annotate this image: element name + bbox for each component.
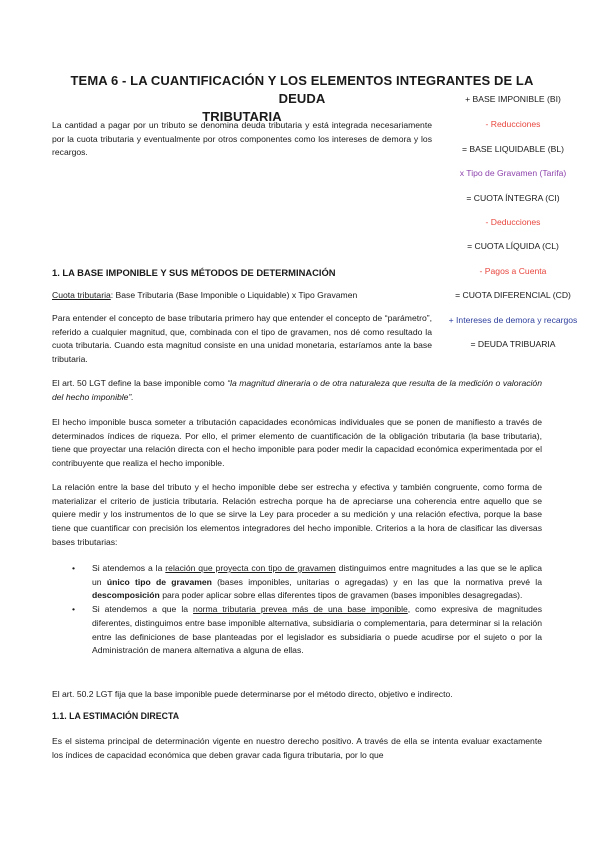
scheme-item: + Intereses de demora y recargos [448,315,578,325]
bullet1-text-d: para poder aplicar sobre ellas diferentes tipos de gravamen (bases imponibles desagregadas). [159,590,523,601]
cuota-label: Cuota tributaria [52,290,111,300]
title-line-1: TEMA 6 - LA CUANTIFICACIÓN Y LOS ELEMENTOS INTEGRANTES DE LA DEUDA [70,73,534,106]
list-item [72,603,542,658]
section-heading: 1. LA BASE IMPONIBLE Y SUS MÉTODOS DE DETERMINACIÓN [52,267,336,278]
list-item [72,562,542,603]
bullet2-text-a: Si atendemos a que la [92,604,194,615]
bullet1-bold-1: único tipo de gravamen [106,576,212,587]
scheme-item: = CUOTA DIFERENCIAL (CD) [455,290,571,300]
paragraph-relacion: La relación entre la base del tributo y el hecho imponible debe ser estrecha y efectiva y también congruente, como forma de materializar el criterio de justicia tributaria. Relación estrecha porque ha de apreciarse una coherencia entre aquello que se quiere medir y los instrumentos de lo que se sirve la Ley para proceder a su medición y una relación efectiva, porque la base tiene que cuantificar con precisión los elementos integradores del hecho imponible. Criterios a la hora de clasificar las diversas bases tributarias: [52,482,542,547]
paragraph-art50-2: El art. 50.2 LGT fija que la base imponible puede determinarse por el método directo, objetivo e indirecto. [52,689,453,699]
subsection-heading: 1.1. LA ESTIMACIÓN DIRECTA [52,711,180,721]
scheme-item: = DEUDA TRIBUARIA [470,339,556,349]
bullet1-text-c: (bases imponibles, unitarias o agregadas) y en las que la normativa prevé la [211,576,542,587]
bullet1-bold-2: descomposición [92,590,160,601]
scheme-item: - Pagos a Cuenta [479,266,547,276]
bullet2-text-b: , como expresiva de magnitudes diferentes, distinguimos entre base imponible alternativa, subsidiaria o complementaria, para determinar si la relación entre las definiciones de base planteadas por el legislador es subsidiaria o puede acudirse por el sujeto o por la Administración de manera alternativa a alguna de ellas. [92,604,542,656]
scheme-item: = CUOTA ÍNTEGRA (CI) [466,193,560,203]
bullet1-underlined: relación que proyecta con tipo de gravamen [165,563,336,573]
scheme-item: - Reducciones [485,119,541,129]
scheme-item: + BASE IMPONIBLE (BI) [465,94,561,104]
cuota-line [52,289,432,303]
paragraph-estimacion-directa: Es el sistema principal de determinación vigente en nuestro derecho positivo. A través de ella se intenta evaluar exactamente los índices de capacidad económica que deben gravar cada figura tributaria, por lo que [52,736,542,760]
art50-intro: El art. 50 LGT define la base imponible como [52,378,228,388]
scheme-item: x Tipo de Gravamen (Tarifa) [459,168,567,178]
paragraph-hecho-imponible: El hecho imponible busca someter a tributación capacidades económicas individuales que se ponen de manifiesto a través de determinados índices de riqueza. Por ello, el primer elemento de cuantificación de la obligación tributaria (la base tributaria), tiene que proyectar una relación directa con el hecho imponible para poder medir la capacidad económica experimentada por el contribuyente que realiza el hecho imponible. [52,417,542,469]
scheme-item: = BASE LIQUIDABLE (BL) [462,144,564,154]
bullet-icon: • [72,604,76,615]
criteria-list [72,562,542,658]
title-line-2: TRIBUTARIA [202,109,282,124]
bullet2-underlined: norma tributaria prevea más de una base imponible [193,604,408,615]
bullet-icon: • [72,563,76,573]
paragraph-art50 [52,377,542,404]
paragraph-parametro: Para entender el concepto de base tributaria primero hay que entender el concepto de “parámetro”, referido a cualquier magnitud, que, combinada con el tipo de gravamen, nos dé como resultado la cuota tributaria. Cuando esta magnitud consiste en una unidad monetaria, estaríamos ante la base tributaria. [52,313,432,365]
bullet1-text-a: Si atendemos a la [92,563,166,573]
cuota-formula: : Base Tributaria (Base Imponible o Liquidable) x Tipo Gravamen [110,290,358,300]
intro-paragraph: La cantidad a pagar por un tributo se denomina deuda tributaria y está integrada necesariamente por la cuota tributaria y eventualmente por otros componentes como los intereses de demora y los recargos. [52,120,432,158]
art50-quote: “la magnitud dineraria o de otra naturaleza que resulta de la medición o valoración del hecho imponible”. [52,378,542,402]
scheme-item: - Deducciones [485,217,541,227]
bullet1-text-b: distinguimos entre magnitudes a las que se le aplica un [92,563,543,587]
scheme-item: = CUOTA LÍQUIDA (CL) [467,241,559,251]
